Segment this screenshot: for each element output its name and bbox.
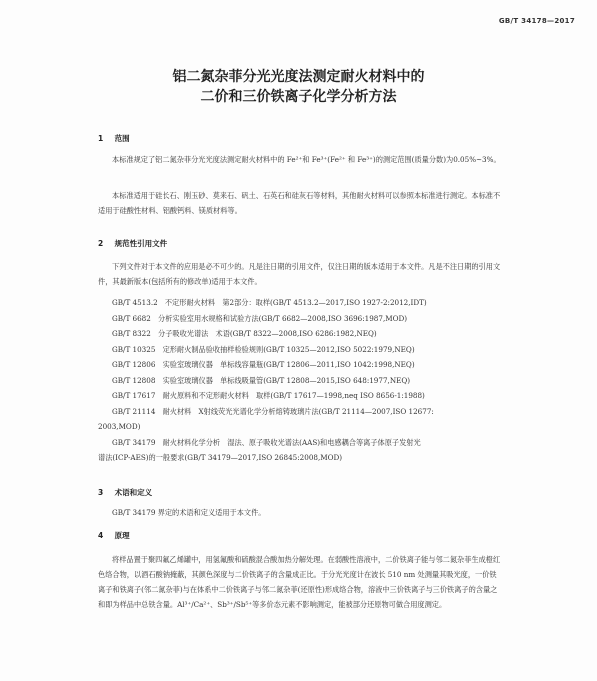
reference-item-continuation: 谱法(ICP-AES)的一般要求(GB/T 34179—2017,ISO 26845:2008,MOD) — [98, 453, 343, 462]
reference-item: GB/T 6682 分析实验室用水规格和试验方法(GB/T 6682—2008,ISO 3696:1987,MOD) — [112, 314, 408, 323]
section-2-heading — [98, 238, 167, 249]
document-title-line-1: 铝二氮杂菲分光光度法测定耐火材料中的 — [172, 69, 425, 85]
section-title: 原理 — [114, 531, 130, 540]
section-title: 术语和定义 — [114, 488, 153, 497]
reference-item: GB/T 21114 耐火材料 X射线荧光光谱化学分析熔铸玻璃片法(GB/T 21114—2007,ISO 12677: — [112, 407, 434, 416]
section-number: 2 — [98, 239, 104, 248]
section-1-paragraph-2: 本标准适用于硅长石、刚玉砂、莫来石、矾土、石英石和硅灰石等材料，其他耐火材料可以参照本标准进行测定。本标准不适用于硅酸性材料、铝酸钙料、镁质材料等。 — [98, 191, 501, 215]
reference-item: GB/T 12806 实验室玻璃仪器 单标线容量瓶(GB/T 12806—2011,ISO 1042:1998,NEQ) — [112, 360, 415, 369]
section-title: 范围 — [114, 134, 130, 143]
section-4-paragraph: 将样品置于聚四氟乙烯罐中，用氢氟酸和硫酸混合酸加热分解处理。在弱酸性溶液中，二价铁离子能与邻二氮杂菲生成橙红色络合物，以酒石酸钠掩蔽，其颜色深度与二价铁离子的含量成正比。于分光光度计在波长 510 nm 处测量其吸光度，一价铁离子和铁离子(邻二氮杂菲)与在体系中二价铁离子与邻二氮杂菲(还原性)形成络合物，溶液中三价铁离子与三价铁离子的含量之和即为样品中总铁含量。Al³⁺/Ca²⁺、Sb³⁺/Sb⁵⁺等多价态元素不影响测定，能被部分还原物可做合用度测定。 — [98, 555, 501, 609]
reference-item: GB/T 17617 耐火原料和不定形耐火材料 取样(GB/T 17617—1998,neq ISO 8656-1:1988) — [112, 391, 425, 400]
section-1-paragraph-1: 本标准规定了铝二氮杂菲分光光度法测定耐火材料中的 Fe²⁺和 Fe³⁺(Fe²⁺ 和 Fe³⁺)的测定范围(质量分数)为0.05%~3%。 — [112, 155, 501, 164]
section-number: 3 — [98, 488, 104, 497]
section-3-paragraph: GB/T 34179 界定的术语和定义适用于本文件。 — [112, 508, 266, 517]
section-4-heading — [98, 530, 130, 541]
document-title-line-2: 二价和三价铁离子化学分析方法 — [200, 89, 397, 105]
section-2-intro: 下列文件对于本文件的应用是必不可少的。凡是注日期的引用文件，仅注日期的版本适用于本文件。凡是不注日期的引用文件，其最新版本(包括所有的修改单)适用于本文件。 — [98, 262, 501, 286]
reference-item: GB/T 4513.2 不定形耐火材料 第2部分：取样(GB/T 4513.2—2017,ISO 1927-2:2012,IDT) — [112, 298, 427, 307]
standard-code: GB/T 34178—2017 — [498, 17, 575, 25]
section-number: 4 — [98, 531, 104, 540]
section-1-heading — [98, 133, 130, 144]
section-number: 1 — [98, 134, 104, 143]
reference-item: GB/T 8322 分子吸收光谱法 术语(GB/T 8322—2008,ISO 6286:1982,NEQ) — [112, 329, 377, 338]
reference-item: GB/T 12808 实验室玻璃仪器 单标线吸量管(GB/T 12808—2015,ISO 648:1977,NEQ) — [112, 376, 411, 385]
reference-item-continuation: 2003,MOD) — [98, 422, 141, 431]
reference-item: GB/T 10325 定形耐火制品验收抽样检验规则(GB/T 10325—2012,ISO 5022:1979,NEQ) — [112, 345, 415, 354]
section-3-heading — [98, 487, 152, 498]
section-title: 规范性引用文件 — [114, 239, 168, 248]
reference-item: GB/T 34179 耐火材料化学分析 湿法、原子吸收光谱法(AAS)和电感耦合等离子体原子发射光 — [112, 438, 421, 447]
